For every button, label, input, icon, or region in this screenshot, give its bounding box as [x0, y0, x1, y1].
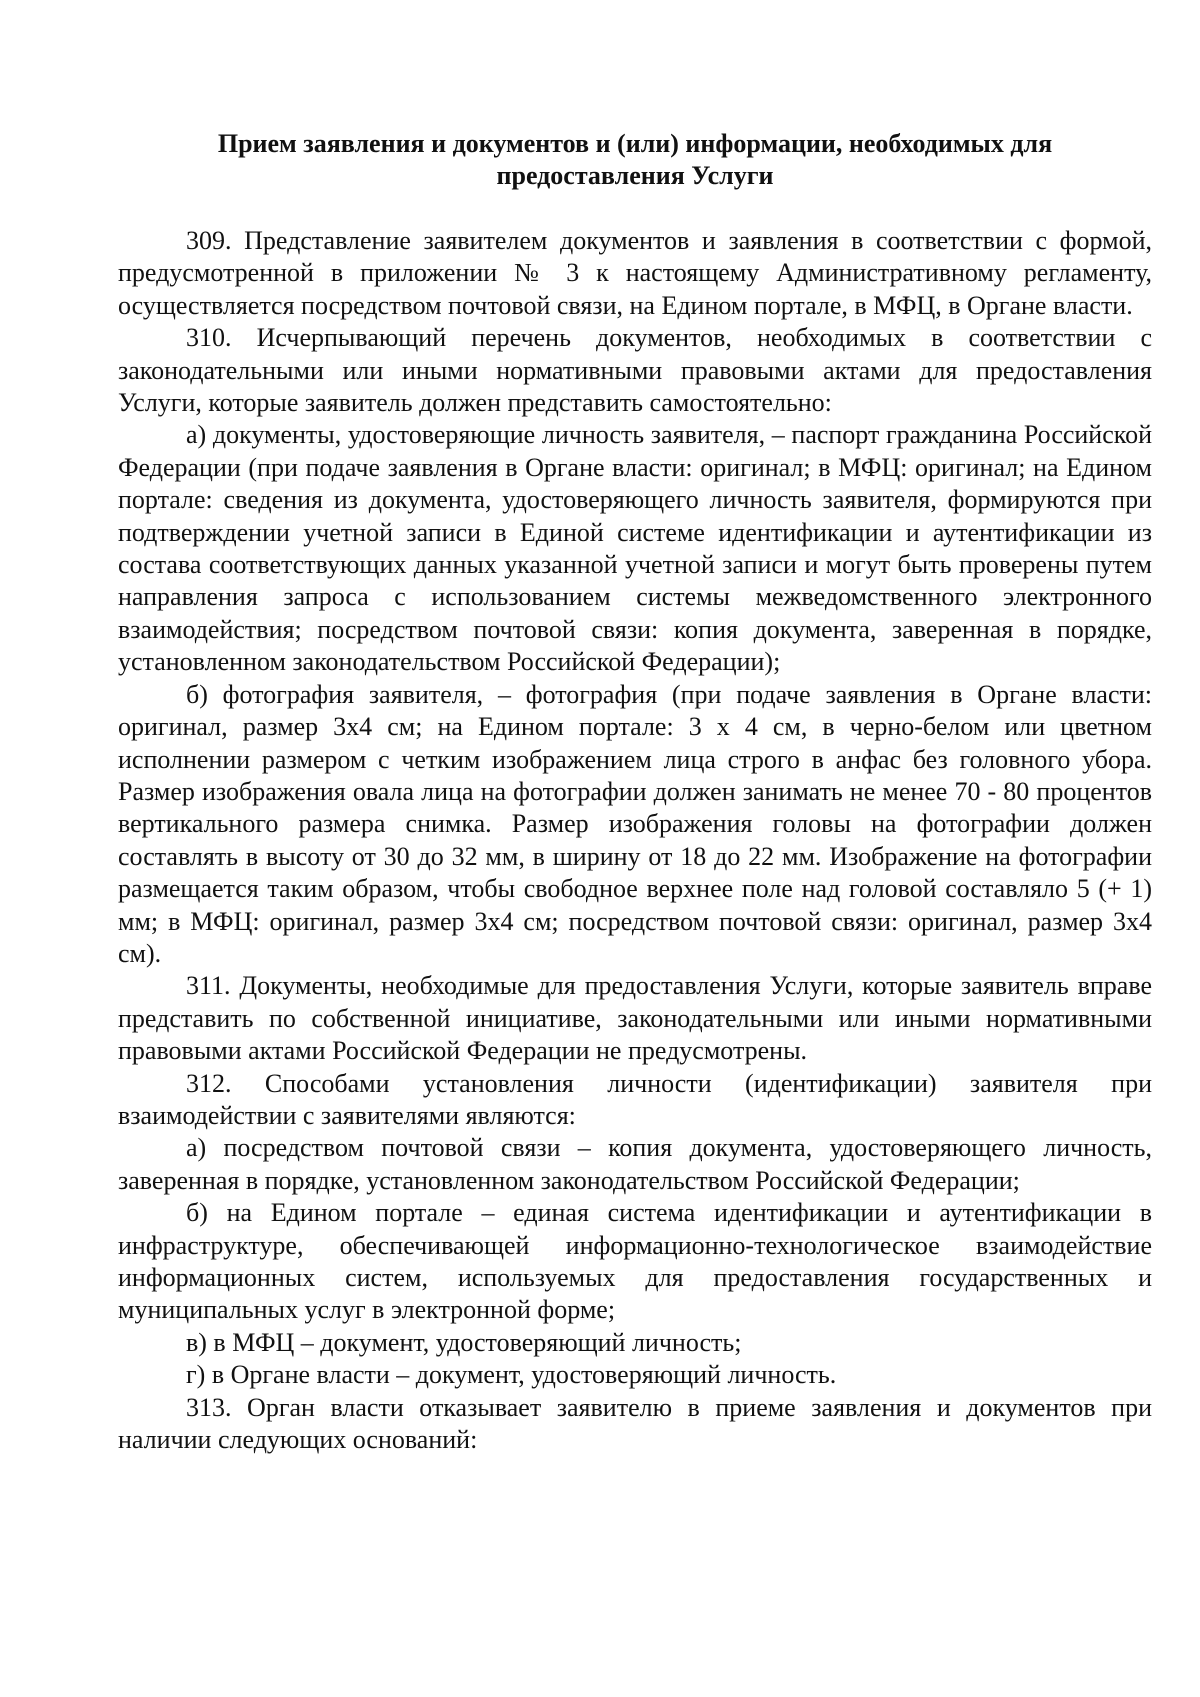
section-title — [118, 128, 1152, 192]
paragraph-312-item-b: б) на Едином портале – единая система идентификации и аутентификации в инфраструктуре, обеспечивающей информационно-технологическое взаимодействие информационных систем, используемых для предоставления государственных и муниципальных услуг в электронной форме; — [118, 1198, 1152, 1325]
paragraph-312-item-v: в) в МФЦ – документ, удостоверяющий личность; — [186, 1327, 742, 1357]
paragraph-310: 310. Исчерпывающий перечень документов, необходимых в соответствии с законодательными или иными нормативными правовыми актами для предоставления Услуги, которые заявитель должен представить самостоятельно: — [118, 323, 1152, 418]
paragraph-311: 311. Документы, необходимые для предоставления Услуги, которые заявитель вправе представить по собственной инициативе, законодательными или иными нормативными правовыми актами Российской Федерации не предусмотрены. — [118, 971, 1152, 1066]
section-title-line-2: предоставления Услуги — [496, 161, 774, 190]
document-body — [118, 128, 1152, 1456]
paragraph-313: 313. Орган власти отказывает заявителю в приеме заявления и документов при наличии следующих оснований: — [118, 1392, 1152, 1455]
paragraph-312-item-g: г) в Органе власти – документ, удостоверяющий личность. — [186, 1360, 837, 1390]
section-title-line-1: Прием заявления и документов и (или) информации, необходимых для — [217, 129, 1053, 158]
paragraph-312: 312. Способами установления личности (идентификации) заявителя при взаимодействии с заявителями являются: — [118, 1068, 1152, 1130]
paragraph-310-item-b: б) фотография заявителя, – фотография (при подаче заявления в Органе власти: оригинал, размер 3х4 см; на Едином портале: 3 х 4 см, в черно-белом или цветном исполнении размером с четким изображением лица строго в анфас без головного убора. Размер изображения овала лица на фотографии должен занимать не менее 70 - 80 процентов вертикального размера снимка. Размер изображения головы на фотографии должен составлять в высоту от 30 до 32 мм, в ширину от 18 до 22 мм. Изображение на фотографии размещается таким образом, чтобы свободное верхнее поле над головой составляло 5 (+ 1) мм; в МФЦ: оригинал, размер 3х4 см; посредством почтовой связи: оригинал, размер 3х4 см). — [118, 679, 1152, 968]
paragraph-310-item-a: а) документы, удостоверяющие личность заявителя, – паспорт гражданина Российской Федерации (при подаче заявления в Органе власти: оригинал; в МФЦ: оригинал; на Едином портале: сведения из документа, удостоверяющего личность заявителя, формируются при подтверждении учетной записи в Единой системе идентификации и аутентификации из состава соответствующих данных указанной учетной записи и могут быть проверены путем направления запроса с использованием системы межведомственного электронного взаимодействия; посредством почтовой связи: копия документа, заверенная в порядке, установленном законодательством Российской Федерации); — [118, 420, 1152, 677]
paragraph-312-item-a: а) посредством почтовой связи – копия документа, удостоверяющего личность, заверенная в порядке, установленном законодательством Российской Федерации; — [118, 1133, 1152, 1195]
paragraph-309: 309. Представление заявителем документов и заявления в соответствии с формой, предусмотренной в приложении № 3 к настоящему Административному регламенту, осуществляется посредством почтовой связи, на Едином портале, в МФЦ, в Органе власти. — [118, 226, 1152, 320]
